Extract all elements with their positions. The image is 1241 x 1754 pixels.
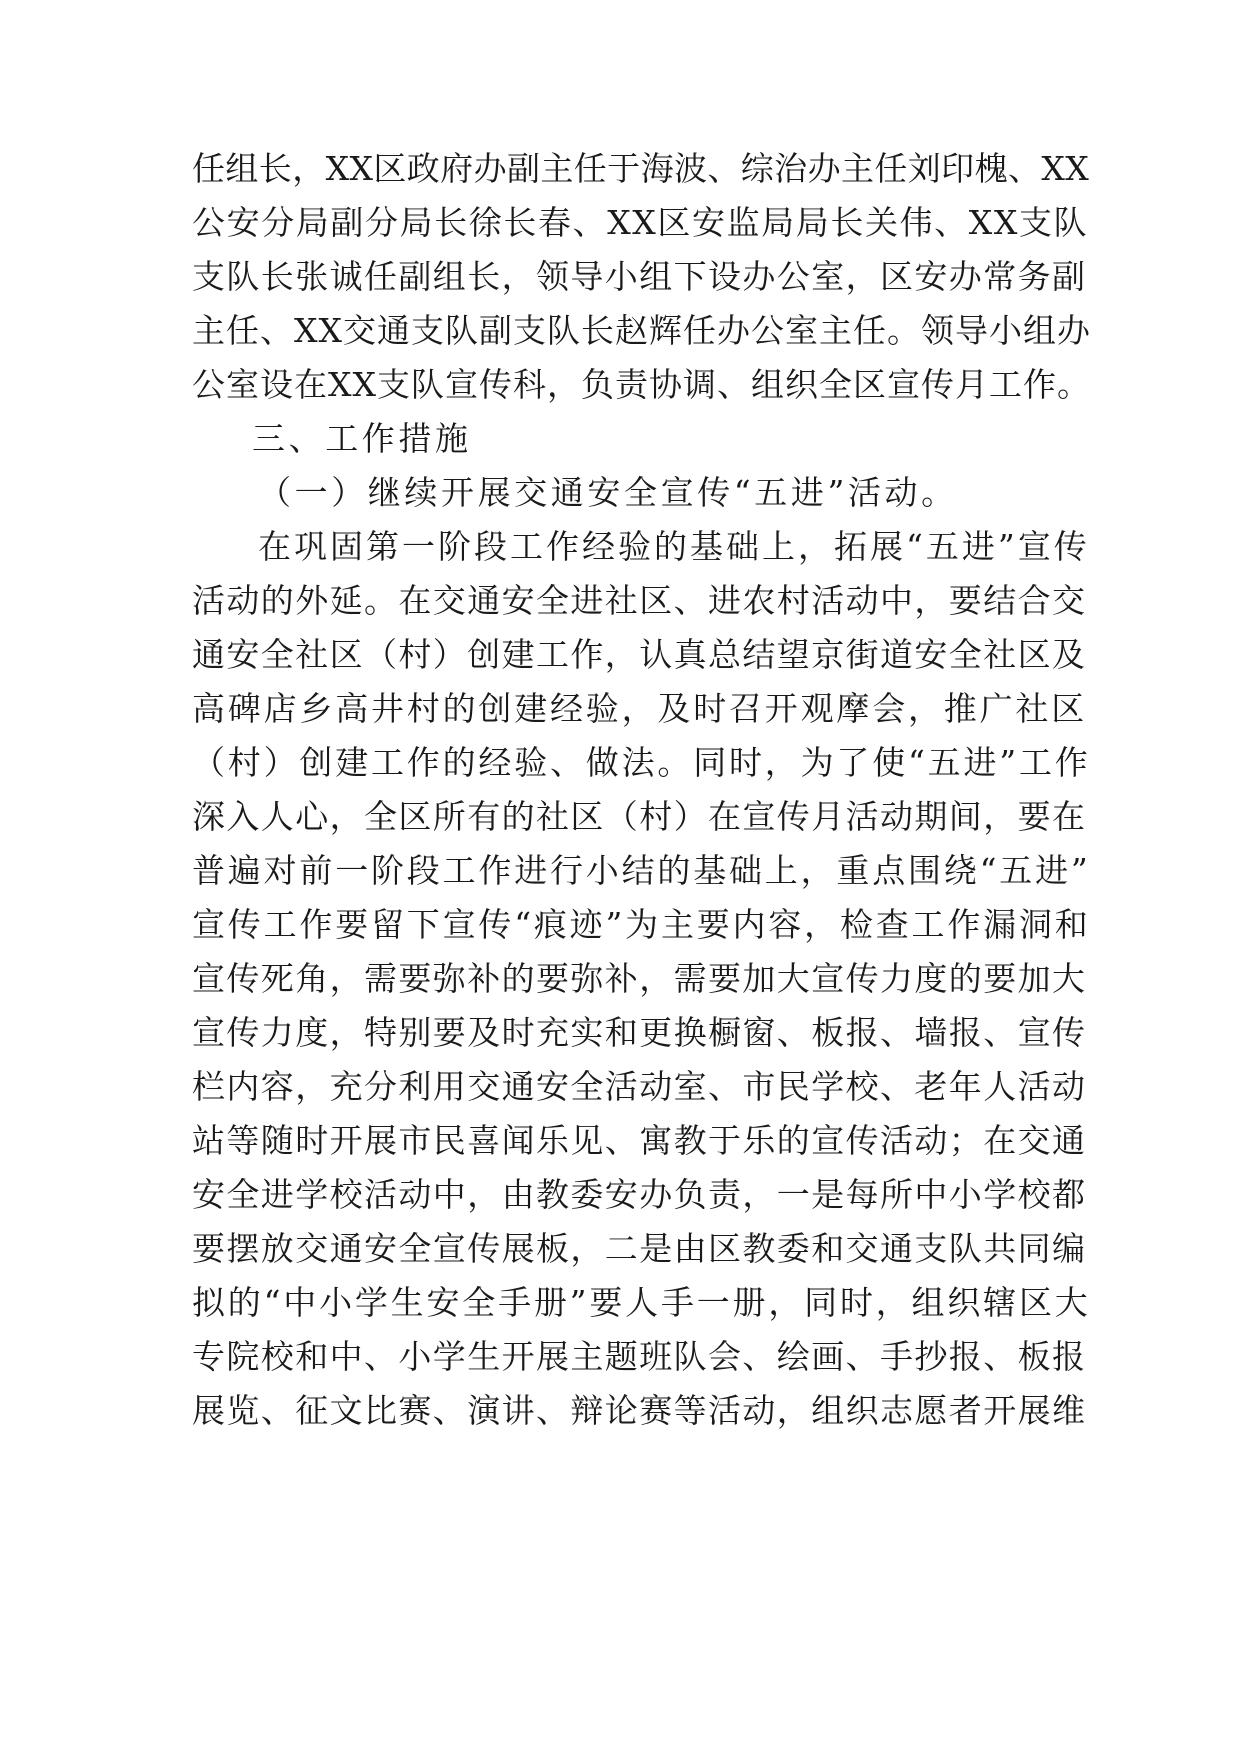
body-text-line: 公安分局副分局长徐长春、XX区安监局局长关伟、XX支队 bbox=[192, 203, 1089, 242]
body-text-line: 拟的“中小学生安全手册”要人手一册，同时，组织辖区大 bbox=[192, 1283, 1091, 1322]
body-text-line: 宣传死角，需要弥补的要弥补，需要加大宣传力度的要加大 bbox=[192, 959, 1087, 998]
body-text-line: 站等随时开展市民喜闻乐见、寓教于乐的宣传活动；在交通 bbox=[192, 1121, 1087, 1160]
body-text-line: 主任、XX交通支队副支队长赵辉任办公室主任。领导小组办 bbox=[192, 311, 1091, 350]
body-text-line: 公室设在XX支队宣传科，负责协调、组织全区宣传月工作。 bbox=[192, 365, 1091, 404]
body-text-line: 通安全社区（村）创建工作，认真总结望京街道安全社区及 bbox=[192, 635, 1087, 674]
body-text-line: 任组长，XX区政府办副主任于海波、综治办主任刘印槐、XX bbox=[192, 149, 1090, 188]
paragraph-first-line: 在巩固第一阶段工作经验的基础上，拓展“五进”宣传 bbox=[258, 527, 1090, 566]
body-text-line: 栏内容，充分利用交通安全活动室、市民学校、老年人活动 bbox=[192, 1067, 1087, 1106]
body-text-line: 高碑店乡高井村的创建经验，及时召开观摩会，推广社区 bbox=[192, 689, 1087, 728]
subsection-heading: （一）继续开展交通安全宣传“五进”活动。 bbox=[258, 473, 958, 512]
body-text-line: 宣传工作要留下宣传“痕迹”为主要内容，检查工作漏洞和 bbox=[192, 905, 1091, 944]
section-heading: 三、工作措施 bbox=[252, 419, 472, 458]
body-text-line: 安全进学校活动中，由教委安办负责，一是每所中小学校都 bbox=[192, 1175, 1087, 1214]
body-text-line: 支队长张诚任副组长，领导小组下设办公室，区安办常务副 bbox=[192, 257, 1087, 296]
body-text-line: 宣传力度，特别要及时充实和更换橱窗、板报、墙报、宣传 bbox=[192, 1013, 1087, 1052]
body-text-line: 普遍对前一阶段工作进行小结的基础上，重点围绕“五进” bbox=[192, 851, 1091, 890]
body-text-line: 专院校和中、小学生开展主题班队会、绘画、手抄报、板报 bbox=[192, 1337, 1087, 1376]
body-text-line: （村）创建工作的经验、做法。同时，为了使“五进”工作 bbox=[192, 743, 1091, 782]
body-text-line: 展览、征文比赛、演讲、辩论赛等活动，组织志愿者开展维 bbox=[192, 1391, 1087, 1430]
body-text-line: 要摆放交通安全宣传展板，二是由区教委和交通支队共同编 bbox=[192, 1229, 1087, 1268]
body-text-line: 活动的外延。在交通安全进社区、进农村活动中，要结合交 bbox=[192, 581, 1087, 620]
body-text-line: 深入人心，全区所有的社区（村）在宣传月活动期间，要在 bbox=[192, 797, 1087, 836]
